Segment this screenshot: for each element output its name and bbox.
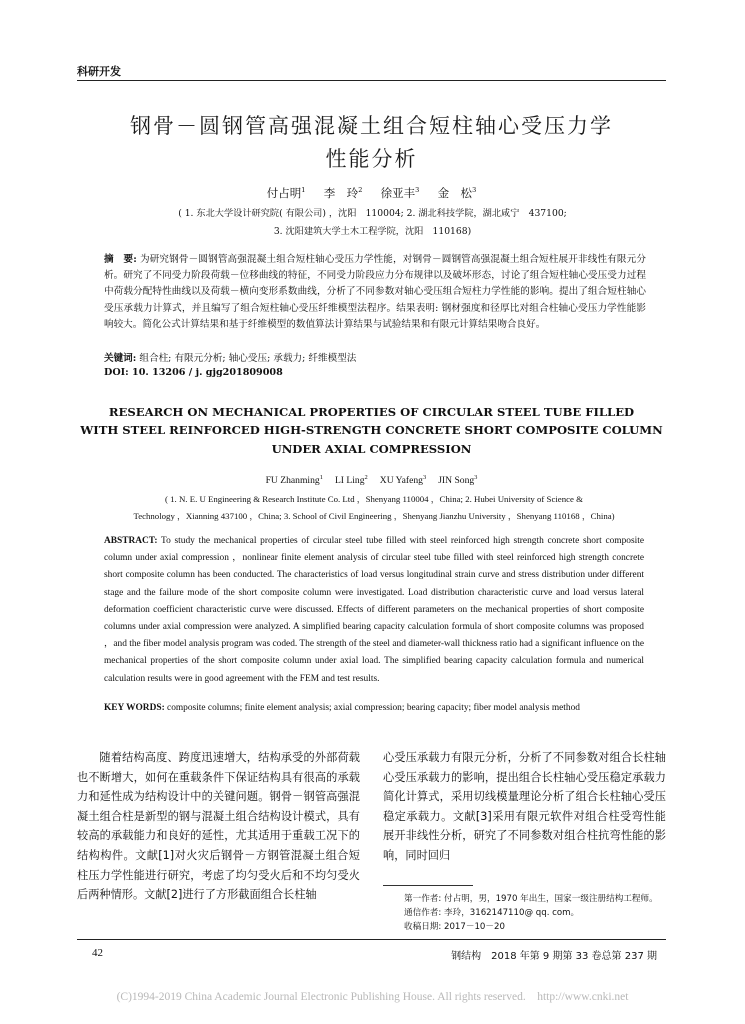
english-affiliation-line2: Technology ，Xianning 437100 ，China; 3. School of Civil Engineering ，Shenyang Jianzhu University ，Shenyang 110168 ，China) bbox=[133, 511, 615, 521]
author-list bbox=[77, 185, 666, 201]
affiliation-line2: 3. 沈阳建筑大学土木工程学院，沈阳 110168) bbox=[273, 226, 472, 237]
english-title-line2: WITH STEEL REINFORCED HIGH-STRENGTH CONCRETE SHORT COMPOSITE COLUMN bbox=[80, 423, 663, 438]
keywords-cn bbox=[104, 350, 356, 364]
footnote-correspondent: 通信作者: 李玲，3162147110@ qq. com。 bbox=[404, 908, 580, 918]
copyright-watermark: (C)1994-2019 China Academic Journal Electronic Publishing House. All rights reserved. http://www.cnki.net bbox=[116, 991, 629, 1003]
footnote-rule bbox=[383, 885, 473, 886]
body-text-right-column: 心受压承载力有限元分析，分析了不同参数对组合长柱轴心受压承载力的影响，提出组合长柱轴心受压稳定承载力简化计算式，采用切线模量理论分析了组合长柱轴心受压稳定承载力。文献[3]采用有限元软件对组合柱受弯性能展开非线性分析，研究了不同参数对组合柱抗弯性能的影响，同时回归 bbox=[383, 751, 666, 862]
english-author-name: XU Yafeng bbox=[379, 475, 423, 487]
abstract-en-label: ABSTRACT: bbox=[104, 536, 158, 546]
english-title-line3: UNDER AXIAL COMPRESSION bbox=[271, 441, 472, 456]
section-label: 科研开发 bbox=[77, 65, 121, 78]
keywords-en-text: composite columns; finite element analysis; axial compression; bearing capacity; fiber model analysis method bbox=[167, 703, 580, 713]
english-author-sup: 1 bbox=[319, 474, 323, 481]
abstract-cn bbox=[104, 252, 646, 333]
english-affiliation-line1: ( 1. N. E. U Engineering & Research Institute Co. Ltd ，Shenyang 110004 ，China; 2. Hubei University of Science & bbox=[165, 494, 583, 504]
doi: DOI: 10. 13206 / j. gjg201809008 bbox=[104, 367, 283, 378]
keywords-en bbox=[104, 700, 644, 717]
abstract-cn-text: 为研究钢骨－圆钢管高强混凝土组合短柱轴心受压力学性能，对钢骨－圆钢管高强混凝土组合短柱展开非线性有限元分析。研究了不同受力阶段荷载－位移曲线的特征，不同受力阶段应力分布规律以及破坏形态，讨论了组合短柱轴心受压受力过程中荷载分配特性曲线以及荷载－横向变形系数曲线，分析了不同参数对轴心受压组合短柱力学性能的影响。提出了组合短柱轴心受压承载力计算式，并且编写了组合短柱轴心受压纤维模型法程序。结果表明: 钢材强度和径厚比对组合柱轴心受压力学性能影响较大。简化公式计算结果和基于纤维模型的数值算法计算结果与试验结果和有限元计算结果吻合良好。 bbox=[104, 254, 646, 330]
paper-title-line1: 钢骨－圆钢管高强混凝土组合短柱轴心受压力学 bbox=[130, 114, 613, 138]
author-sup: 3 bbox=[472, 186, 477, 195]
english-author-name: JIN Song bbox=[438, 475, 475, 487]
affiliation-line1: ( 1. 东北大学设计研究院( 有限公司) ，沈阳 110004; 2. 湖北科技学院，湖北咸宁 437100; bbox=[178, 208, 567, 219]
author-sup: 3 bbox=[415, 186, 420, 195]
footer-rule bbox=[77, 939, 666, 940]
english-author-sup: 3 bbox=[422, 474, 427, 481]
english-author-sup: 3 bbox=[474, 474, 478, 481]
abstract-en bbox=[104, 533, 644, 688]
page-number: 42 bbox=[92, 947, 103, 959]
author-name: 付占明 bbox=[266, 186, 302, 200]
abstract-cn-label: 摘 要: bbox=[104, 254, 137, 265]
author-name: 李 玲 bbox=[323, 186, 359, 200]
english-author-name: FU Zhanming bbox=[265, 475, 320, 487]
abstract-en-text: To study the mechanical properties of circular steel tube filled with steel reinforced high strength concrete short composite column under axial compression ，nonlinear finite element analysis of circular steel tube filled with steel reinforced high strength concrete short composite column has been conducted. The characteristics of load versus longitudinal strain curve and stress distribution under different stage and the failure mode of the short composite column were investigated. Load distribution characteristic curve and load versus lateral deformation coefficient characteristic curve were discussed. Effects of different parameters on the mechanical properties of short composite columns under axial compression were analyzed. A simplified bearing capacity calculation formula of short composite columns was proposed ，and the fiber model analysis program was coded. The strength of the steel and diameter-wall thickness ratio had a significant influence on the mechanical properties of the short composite column under axial load. The simplified bearing capacity calculation formula and numerical calculation results were in good agreement with the FEM and test results. bbox=[104, 536, 644, 684]
english-author-sup: 2 bbox=[364, 474, 368, 481]
journal-info: 钢结构 2018 年第 9 期第 33 卷总第 237 期 bbox=[451, 951, 657, 962]
header-rule bbox=[77, 80, 666, 81]
english-title bbox=[77, 403, 666, 458]
footnote-first-author: 第一作者: 付占明，男，1970 年出生，国家一级注册结构工程师。 bbox=[404, 894, 658, 904]
body-text-left-column: 随着结构高度、跨度迅速增大，结构承受的外部荷载也不断增大，如何在重载条件下保证结构具有很高的承载力和延性成为结构设计中的关键问题。钢骨－钢管高强混凝土组合柱是新型的钢与混凝土组合结构设计模式，具有较高的承载能力和良好的延性，尤其适用于重载工况下的结构构件。文献[1]对火灾后钢骨－方钢管混凝土组合短柱压力学性能进行研究，考虑了均匀受火后和不均匀受火后两种情形。文献[2]进行了方形截面组合长柱轴 bbox=[77, 751, 360, 902]
author-sup: 2 bbox=[358, 186, 363, 195]
paper-title-line2: 性能分析 bbox=[325, 147, 418, 171]
author-name: 金 松 bbox=[437, 186, 473, 200]
english-author-list bbox=[77, 474, 666, 486]
footnote-received: 收稿日期: 2017－10－20 bbox=[404, 922, 505, 932]
keywords-cn-text: 组合柱; 有限元分析; 轴心受压; 承载力; 纤维模型法 bbox=[139, 353, 357, 364]
keywords-en-label: KEY WORDS: bbox=[104, 703, 165, 713]
author-name: 徐亚丰 bbox=[380, 186, 416, 200]
english-author-name: LI Ling bbox=[334, 475, 365, 487]
english-title-line1: RESEARCH ON MECHANICAL PROPERTIES OF CIRCULAR STEEL TUBE FILLED bbox=[108, 405, 635, 419]
author-sup: 1 bbox=[301, 186, 306, 195]
keywords-cn-label: 关键词: bbox=[104, 353, 137, 364]
